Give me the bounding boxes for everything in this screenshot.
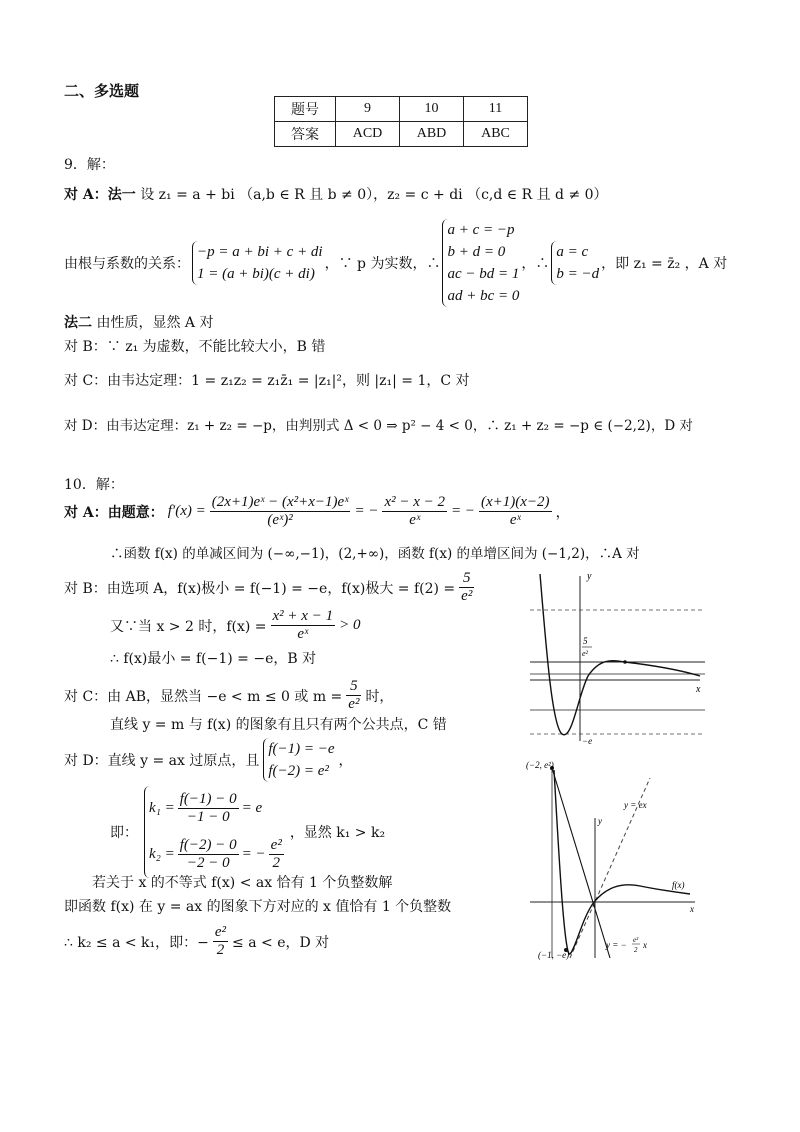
numerator: x² − x − 2 (384, 494, 446, 510)
denominator: (eˣ)² (267, 512, 293, 528)
q10-d-line3: 若关于 x 的不等式 f(x) < ax 恰有 1 个负整数解 (92, 875, 393, 891)
q9-system-3 (551, 241, 599, 285)
k1-row (149, 786, 284, 830)
fx-curve (540, 574, 700, 735)
line-label-e2-num: e² (633, 936, 639, 944)
equation: ac − bd = 1 (447, 266, 520, 282)
derivative-fraction-3 (479, 494, 552, 529)
q10-b-line3: ∴ f(x)最小 = f(−1) = −e，B 对 (110, 651, 317, 667)
five-over-e2-den: e² (582, 649, 588, 658)
q9-root-rel-label: 由根与系数的关系： (64, 256, 190, 272)
derivative-lhs: f′(x) = (167, 503, 206, 519)
numerator: e² (214, 924, 227, 940)
q9-system-2 (442, 219, 519, 307)
q9-method1-label: 法一 (107, 187, 136, 203)
line-label-e2-den: 2 (634, 946, 638, 954)
k2-fraction (178, 837, 239, 872)
q9-method2-label: 法二 (64, 315, 92, 331)
point-label-top: (−2, e²) (526, 760, 554, 770)
equation: ad + bc = 0 (447, 288, 520, 304)
graph-1 (530, 566, 710, 746)
table-cell: 9 (336, 97, 400, 122)
q9-therefore: ，∴ (521, 256, 550, 272)
comma: ， (555, 504, 570, 521)
table-cell: 10 (400, 97, 464, 122)
q10-a-derivative (64, 494, 570, 529)
table-cell: 答案 (275, 122, 336, 147)
comma: ， (338, 753, 353, 769)
q10-b-text: 又∵当 x > 2 时，f(x) = (110, 618, 267, 635)
equals-minus: = − (451, 503, 476, 519)
q9-c-line: 对 C：由韦达定理：1 = z₁z₂ = z₁z̄₁ = |z₁|²，则 |z₁| = 1，C 对 (64, 373, 470, 389)
equation: f(−1) = −e (268, 741, 335, 757)
slope-system (144, 786, 284, 878)
ji-label: 即： (110, 825, 138, 841)
q10-d-line1 (64, 738, 353, 782)
equation: a = c (556, 244, 589, 260)
answer-table-row (275, 97, 528, 122)
k1-fraction (178, 791, 239, 826)
q9-heading: 9．解： (64, 157, 115, 173)
q9-a-line (64, 184, 608, 204)
q9-a-label: 对 A： (64, 187, 108, 203)
q9-method2-text: 由性质，显然 A 对 (96, 315, 214, 331)
y-label: y (587, 571, 592, 582)
e2-over-2 (213, 924, 228, 959)
equation: b = −d (556, 266, 600, 282)
denominator: eˣ (509, 512, 521, 528)
denominator: eˣ (409, 512, 421, 528)
inequality: > 0 (339, 617, 361, 633)
fx-curve (554, 770, 690, 954)
q9-method2-line (64, 312, 213, 332)
q9-root-relation (64, 218, 727, 308)
answer-table-row (275, 122, 528, 147)
equation: −p = a + bi + c + di (197, 244, 323, 260)
five-over-e2 (346, 678, 361, 713)
graph-2 (526, 758, 710, 968)
table-cell: ABD (400, 122, 464, 147)
numerator: (x+1)(x−2) (481, 494, 550, 510)
k2-fraction-2 (269, 837, 284, 872)
point-label-bottom: (−1, −e) (538, 950, 570, 960)
five-over-e2 (459, 570, 474, 605)
table-cell: 题号 (275, 97, 336, 122)
q9-because-p: ，∵ p 为实数，∴ (324, 256, 441, 272)
numerator: e² (270, 836, 282, 853)
derivative-fraction-1 (210, 494, 351, 529)
fx-label: f(x) (672, 880, 685, 890)
denominator: e² (348, 696, 360, 712)
equation: a + c = −p (447, 222, 515, 238)
derivative-fraction-2 (382, 494, 447, 529)
k1-rhs: = e (241, 799, 263, 816)
q10-d-line4: 即函数 f(x) 在 y = ax 的图象下方对应的 x 值恰有 1 个负整数 (64, 899, 452, 915)
denominator: e² (461, 588, 473, 604)
neg-e-label: −e (582, 736, 593, 746)
q10-d-text: 对 D：直线 y = ax 过原点，且 (64, 753, 260, 769)
max-point (623, 660, 627, 664)
k2-row (149, 830, 284, 878)
fx-fraction (271, 608, 336, 643)
q10-b-line2 (110, 608, 360, 643)
line-label-e2-x: x (643, 940, 647, 950)
y-label: y (598, 816, 602, 826)
numerator: f(−1) − 0 (179, 790, 237, 807)
five-over-e2-num: 5 (583, 636, 588, 646)
denominator: −2 − 0 (186, 854, 230, 871)
q10-a-line2: ∴函数 f(x) 的单减区间为 (−∞,−1)，(2,+∞)，函数 f(x) 的单增区间为 (−1,2)，∴A 对 (110, 546, 640, 562)
numerator: 5 (346, 678, 361, 696)
equals-minus: = − (354, 503, 379, 519)
q10-d-system (263, 738, 334, 782)
q10-d-conclusion: ≤ a < e，D 对 (232, 934, 330, 951)
q10-d-line5 (64, 924, 329, 959)
q9-a-conclusion: ，即 z₁ = z̄₂ ，A 对 (601, 256, 728, 272)
q10-a-label: 对 A：由题意： (64, 504, 164, 521)
equation: b + d = 0 (447, 244, 506, 260)
denominator: −1 − 0 (186, 808, 230, 825)
k-compare: ，显然 k₁ > k₂ (289, 825, 386, 841)
table-cell: ABC (464, 122, 528, 147)
x-label: x (696, 684, 701, 695)
numerator: x² + x − 1 (272, 608, 334, 624)
numerator: f(−2) − 0 (179, 836, 237, 853)
denominator: 2 (272, 854, 280, 871)
k2-mid: = − (241, 845, 266, 862)
q10-heading: 10．解： (64, 477, 124, 493)
answer-table (274, 96, 528, 147)
q9-d-line: 对 D：由韦达定理：z₁ + z₂ = −p，由判别式 Δ < 0 ⇒ p² − 4 < 0，∴ z₁ + z₂ = −p ∈ (−2,2)，D 对 (64, 418, 693, 434)
equation: f(−2) = e² (268, 763, 329, 779)
section-title: 二、多选题 (64, 82, 140, 100)
denominator: 2 (216, 942, 225, 958)
q10-b-line1 (64, 570, 474, 605)
numerator: (2x+1)eˣ − (x²+x−1)eˣ (211, 494, 349, 510)
q10-c-line2: 直线 y = m 与 f(x) 的图象有且只有两个公共点，C 错 (110, 717, 447, 733)
q10-c-line1 (64, 678, 393, 713)
q9-system-1 (192, 241, 323, 285)
x-label: x (690, 904, 694, 914)
q9-b-line: 对 B：∵ z₁ 为虚数，不能比较大小，B 错 (64, 339, 326, 355)
q10-c-text: 对 C：由 AB，显然当 −e < m ≤ 0 或 m = (64, 688, 343, 705)
equation: 1 = (a + bi)(c + di) (197, 266, 315, 282)
q10-d-text: ∴ k₂ ≤ a < k₁，即：− (64, 934, 209, 951)
table-cell: ACD (336, 122, 400, 147)
table-cell: 11 (464, 97, 528, 122)
q10-b-text: 对 B：由选项 A，f(x)极小 = f(−1) = −e，f(x)极大 = f(2) = (64, 580, 456, 597)
line-label-e2: y = − (606, 940, 627, 950)
line-label-ex: y = ex (624, 800, 647, 810)
q10-c-text-end: 时， (365, 688, 394, 705)
q10-slopes (110, 786, 385, 878)
q9-a-text: 设 z₁ = a + bi （a,b ∈ R 且 b ≠ 0），z₂ = c + di （c,d ∈ R 且 d ≠ 0） (140, 187, 608, 203)
k2-lhs: k₂ = (149, 845, 175, 862)
denominator: eˣ (297, 626, 309, 642)
k1-lhs: k₁ = (149, 799, 175, 816)
numerator: 5 (459, 570, 474, 588)
